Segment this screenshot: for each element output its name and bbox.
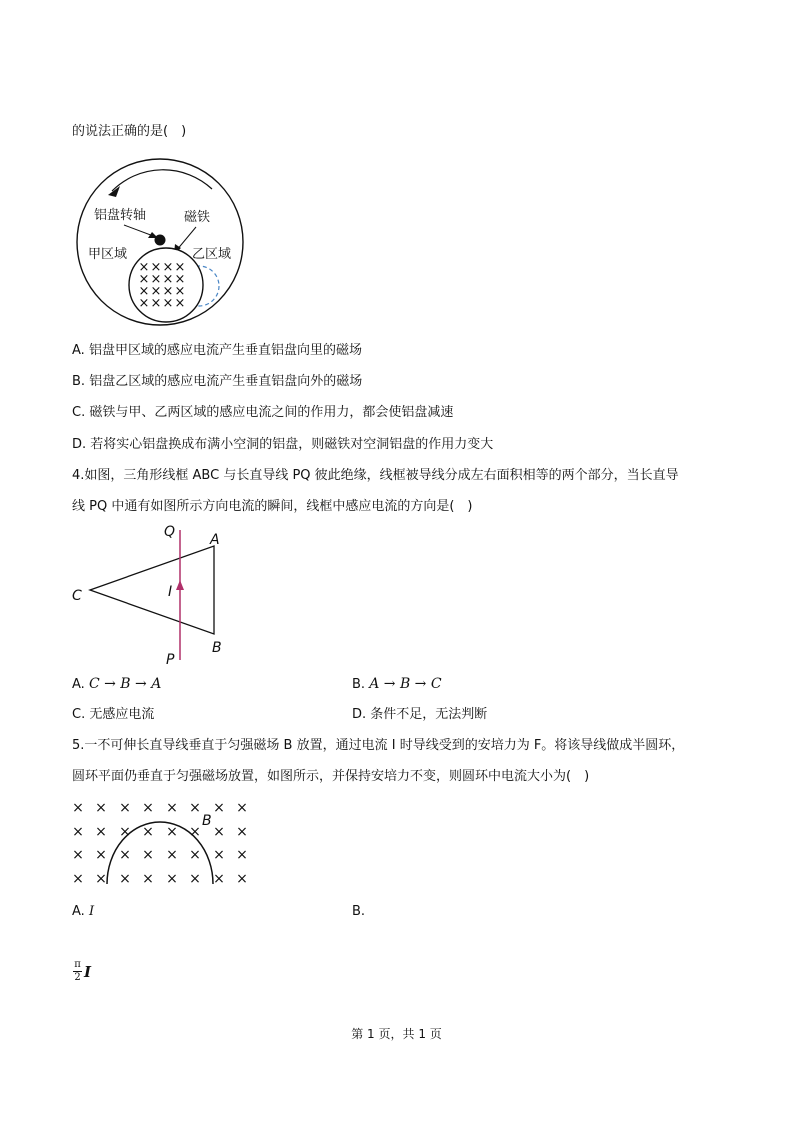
- svg-text:×: ×: [142, 847, 154, 863]
- axis-label: 铝盘转轴: [94, 208, 147, 223]
- q3-option-a: A. 铝盘甲区域的感应电流产生垂直铝盘向里的磁场: [72, 343, 362, 358]
- q3-stem-tail: 的说法正确的是( ): [72, 124, 187, 139]
- svg-text:×: ×: [162, 272, 174, 287]
- q5-stem-line1: 5.一不可伸长直导线垂直于匀强磁场 B 放置，通过电流 I 时导线受到的安培力为 F。将该导线做成半圆环，: [72, 738, 685, 753]
- label-a: A: [210, 532, 220, 548]
- q4-figure: [68, 522, 238, 668]
- svg-text:×: ×: [236, 847, 248, 863]
- rotation-arrow: [112, 170, 212, 191]
- q4-option-d: D. 条件不足，无法判断: [352, 707, 488, 722]
- svg-text:×: ×: [236, 871, 248, 887]
- svg-text:×: ×: [119, 800, 131, 816]
- q5-figure: [68, 796, 258, 890]
- q4-option-b: B. A → B → C: [352, 676, 442, 692]
- q3-option-d: D. 若将实心铝盘换成布满小空洞的铝盘，则磁铁对空洞铝盘的作用力变大: [72, 437, 494, 452]
- svg-text:×: ×: [213, 800, 225, 816]
- q4-stem-line1: 4.如图，三角形线框 ABC 与长直导线 PQ 彼此绝缘，线框被导线分成左右面积相等的两个部分，当长直导: [72, 468, 679, 483]
- label-p: P: [166, 652, 175, 668]
- page-footer: 第 1 页，共 1 页: [351, 1027, 442, 1041]
- svg-text:×: ×: [166, 847, 178, 863]
- fraction: [73, 960, 82, 983]
- svg-text:×: ×: [138, 284, 150, 299]
- svg-text:×: ×: [174, 260, 186, 275]
- q4-option-c: C. 无感应电流: [72, 707, 155, 722]
- svg-text:×: ×: [174, 284, 186, 299]
- q3-figure: [76, 155, 246, 330]
- label-i: I: [168, 584, 173, 600]
- svg-text:×: ×: [174, 272, 186, 287]
- svg-text:×: ×: [236, 824, 248, 840]
- label-b-field: B: [202, 813, 212, 829]
- svg-text:×: ×: [119, 871, 131, 887]
- svg-text:×: ×: [162, 260, 174, 275]
- svg-text:×: ×: [138, 272, 150, 287]
- svg-text:×: ×: [138, 296, 150, 311]
- svg-text:×: ×: [150, 272, 162, 287]
- svg-text:×: ×: [189, 847, 201, 863]
- svg-text:×: ×: [162, 296, 174, 311]
- svg-text:×: ×: [95, 824, 107, 840]
- axis-dot: [155, 235, 166, 246]
- left-region-label: 甲区域: [88, 247, 128, 262]
- svg-text:×: ×: [150, 284, 162, 299]
- svg-text:×: ×: [213, 847, 225, 863]
- svg-text:×: ×: [72, 824, 84, 840]
- svg-text:×: ×: [150, 296, 162, 311]
- svg-text:×: ×: [236, 800, 248, 816]
- svg-text:×: ×: [138, 260, 150, 275]
- fraction-numerator: π: [74, 959, 81, 970]
- label-c: C: [72, 588, 82, 604]
- svg-text:×: ×: [213, 824, 225, 840]
- current-variable: I: [84, 962, 92, 981]
- q5-stem-line2: 圆环平面仍垂直于匀强磁场放置，如图所示，并保持安培力不变，则圆环中电流大小为( ): [72, 769, 590, 784]
- svg-text:×: ×: [213, 871, 225, 887]
- q5-option-a: A. I: [72, 904, 95, 919]
- svg-text:×: ×: [119, 847, 131, 863]
- svg-text:×: ×: [189, 871, 201, 887]
- svg-text:×: ×: [95, 847, 107, 863]
- svg-text:×: ×: [72, 871, 84, 887]
- q3-option-b: B. 铝盘乙区域的感应电流产生垂直铝盘向外的磁场: [72, 374, 363, 389]
- svg-text:×: ×: [72, 847, 84, 863]
- q5-dangling-expression: [73, 960, 91, 983]
- svg-text:×: ×: [150, 260, 162, 275]
- magnet-label: 磁铁: [184, 210, 211, 225]
- q4-option-a: A. C → B → A: [72, 676, 162, 692]
- fraction-denominator: 2: [74, 972, 81, 983]
- svg-text:×: ×: [95, 800, 107, 816]
- q5-option-b: B.: [352, 904, 366, 919]
- q4-stem-line2: 线 PQ 中通有如图所示方向电流的瞬间，线框中感应电流的方向是( ): [72, 499, 473, 514]
- svg-text:×: ×: [95, 871, 107, 887]
- svg-text:×: ×: [166, 800, 178, 816]
- svg-text:×: ×: [119, 824, 131, 840]
- triangle-abc: [90, 546, 214, 634]
- svg-text:×: ×: [189, 824, 201, 840]
- svg-text:×: ×: [72, 800, 84, 816]
- svg-text:×: ×: [166, 871, 178, 887]
- svg-text:×: ×: [166, 824, 178, 840]
- svg-text:×: ×: [142, 824, 154, 840]
- magnet-crosses: [139, 260, 186, 311]
- label-b: B: [212, 640, 222, 656]
- q3-option-c: C. 磁铁与甲、乙两区域的感应电流之间的作用力，都会使铝盘减速: [72, 405, 454, 420]
- svg-text:×: ×: [162, 284, 174, 299]
- label-q: Q: [164, 524, 176, 540]
- svg-text:×: ×: [189, 800, 201, 816]
- svg-text:×: ×: [142, 871, 154, 887]
- rotation-arrowhead: [108, 186, 120, 197]
- right-region-label: 乙区域: [192, 247, 232, 262]
- current-arrow: [176, 580, 184, 590]
- svg-text:×: ×: [174, 296, 186, 311]
- svg-text:×: ×: [142, 800, 154, 816]
- field-crosses: [72, 800, 248, 887]
